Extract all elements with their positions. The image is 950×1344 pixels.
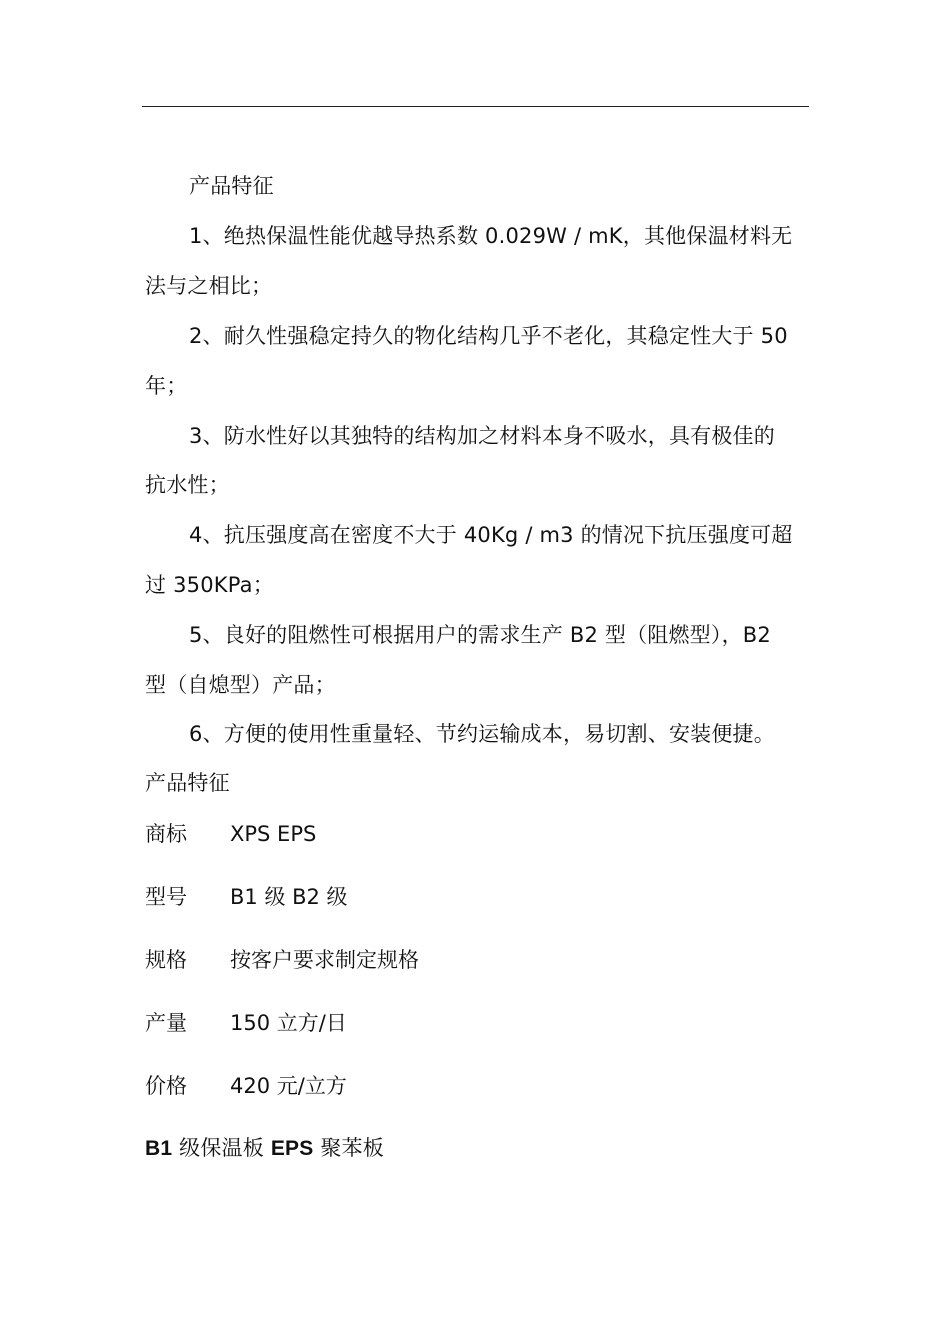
feature-3-line-2: 抗水性；: [145, 473, 230, 497]
feature-2-line-2: 年；: [145, 374, 188, 398]
feature-4-line-2: 过 350KPa；: [145, 573, 274, 597]
product-title-text-2: 聚苯板: [313, 1136, 384, 1160]
product-title-grade: B1: [145, 1137, 173, 1160]
feature-1-line-1: 1、绝热保温性能优越导热系数 0.029W / mK，其他保温材料无: [189, 224, 793, 248]
product-title: [145, 1134, 384, 1163]
feature-1-line-2: 法与之相比；: [145, 274, 273, 298]
spec-label-output: 产量: [145, 1011, 187, 1035]
feature-4-line-1: 4、抗压强度高在密度不大于 40Kg / m3 的情况下抗压强度可超: [189, 523, 793, 547]
spec-value-model: B1 级 B2 级: [230, 885, 348, 909]
feature-5-line-2: 型（自熄型）产品；: [145, 673, 336, 697]
spec-label-price: 价格: [145, 1074, 187, 1098]
spec-value-trademark: XPS EPS: [230, 822, 317, 846]
spec-heading: 产品特征: [145, 771, 230, 795]
feature-5-line-1: 5、良好的阻燃性可根据用户的需求生产 B2 型（阻燃型），B2: [189, 623, 771, 647]
spec-value-output: 150 立方/日: [230, 1011, 347, 1035]
feature-3-line-1: 3、防水性好以其独特的结构加之材料本身不吸水，具有极佳的: [189, 424, 775, 448]
spec-value-price: 420 元/立方: [230, 1074, 347, 1098]
product-title-text-1: 级保温板: [172, 1136, 271, 1160]
spec-label-model: 型号: [145, 885, 187, 909]
intro-heading: 产品特征: [189, 174, 274, 198]
spec-label-size: 规格: [145, 948, 187, 972]
header-rule: [142, 106, 809, 107]
product-title-eps: EPS: [270, 1137, 314, 1160]
feature-6-line-1: 6、方便的使用性重量轻、节约运输成本，易切割、安装便捷。: [189, 722, 775, 746]
feature-2-line-1: 2、耐久性强稳定持久的物化结构几乎不老化，其稳定性大于 50: [189, 324, 788, 348]
spec-value-size: 按客户要求制定规格: [230, 948, 419, 972]
spec-label-trademark: 商标: [145, 822, 187, 846]
